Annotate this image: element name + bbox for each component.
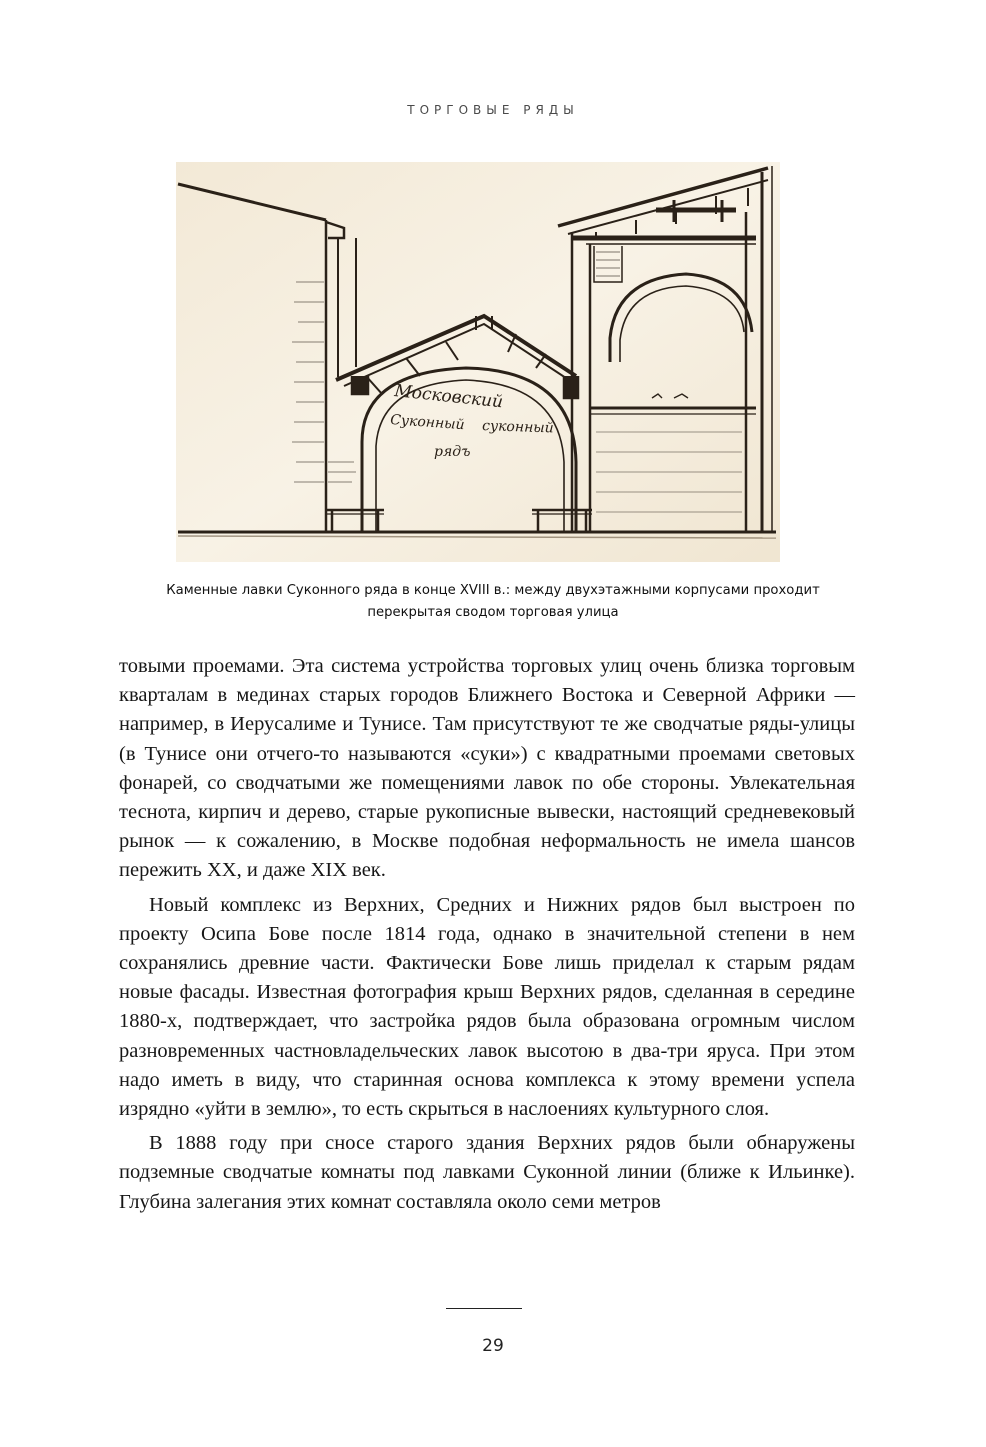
figure-sketch [176, 162, 780, 562]
paragraph-2: Новый комплекс из Верхних, Средних и Нижних рядов был выстроен по проекту Осипа Бове после 1814 года, однако в значительной степени в нем сохранялись древние части. Фактически Бове лишь приделал к старым рядам новые фасады. Известная фотография крыш Верхних рядов, сделанная в середине 1880-х, подтверждает, что застройка рядов была образована огромным числом разновременных частновладельческих лавок высотою в два-три яруса. При этом надо иметь в виду, что старинная основа комплекса к этому времени успела изрядно «уйти в землю», то есть скрыться в наслоениях культурного слоя. [119, 893, 855, 1121]
running-head: ТОРГОВЫЕ РЯДЫ [407, 103, 579, 117]
inscription-line-4: рядъ [434, 444, 471, 460]
paragraph-1: товыми проемами. Эта система устройства торговых улиц очень близка торговым кварталам в мединах старых городов Ближнего Востока и Северной Африки — например, в Иерусалиме и Тунисе. Там присутствуют те же сводчатые ряды-улицы (в Тунисе они отчего-то называются «суки») с квадратными проемами световых фонарей, со сводчатыми же помещениями лавок по обе стороны. Увлекательная теснота, кирпич и дерево, старые рукописные вывески, настоящий средневековый рынок — к сожалению, в Москве подобная неформальность не имела шансов пережить XX, и даже XIX век. [119, 655, 855, 882]
paragraph-3: В 1888 году при сносе старого здания Верхних рядов были обнаружены подземные сводчатые комнаты под лавками Суконной линии (ближе к Ильинке). Глубина залегания этих комнат составляла около семи метров [119, 1132, 855, 1213]
inscription-line-3: суконный [481, 418, 555, 437]
sketch-drawing [176, 162, 780, 562]
caption-line-1: Каменные лавки Суконного ряда в конце XVIII в.: между двухэтажными корпусами проходит [166, 583, 820, 598]
footer-rule [446, 1308, 522, 1309]
body-text [119, 652, 855, 1217]
page-number: 29 [482, 1336, 504, 1356]
figure-caption [110, 580, 876, 624]
inscription-line-1: Московский [393, 381, 504, 413]
caption-line-2: перекрытая сводом торговая улица [367, 605, 619, 620]
inscription-line-2: Суконный [389, 412, 466, 434]
